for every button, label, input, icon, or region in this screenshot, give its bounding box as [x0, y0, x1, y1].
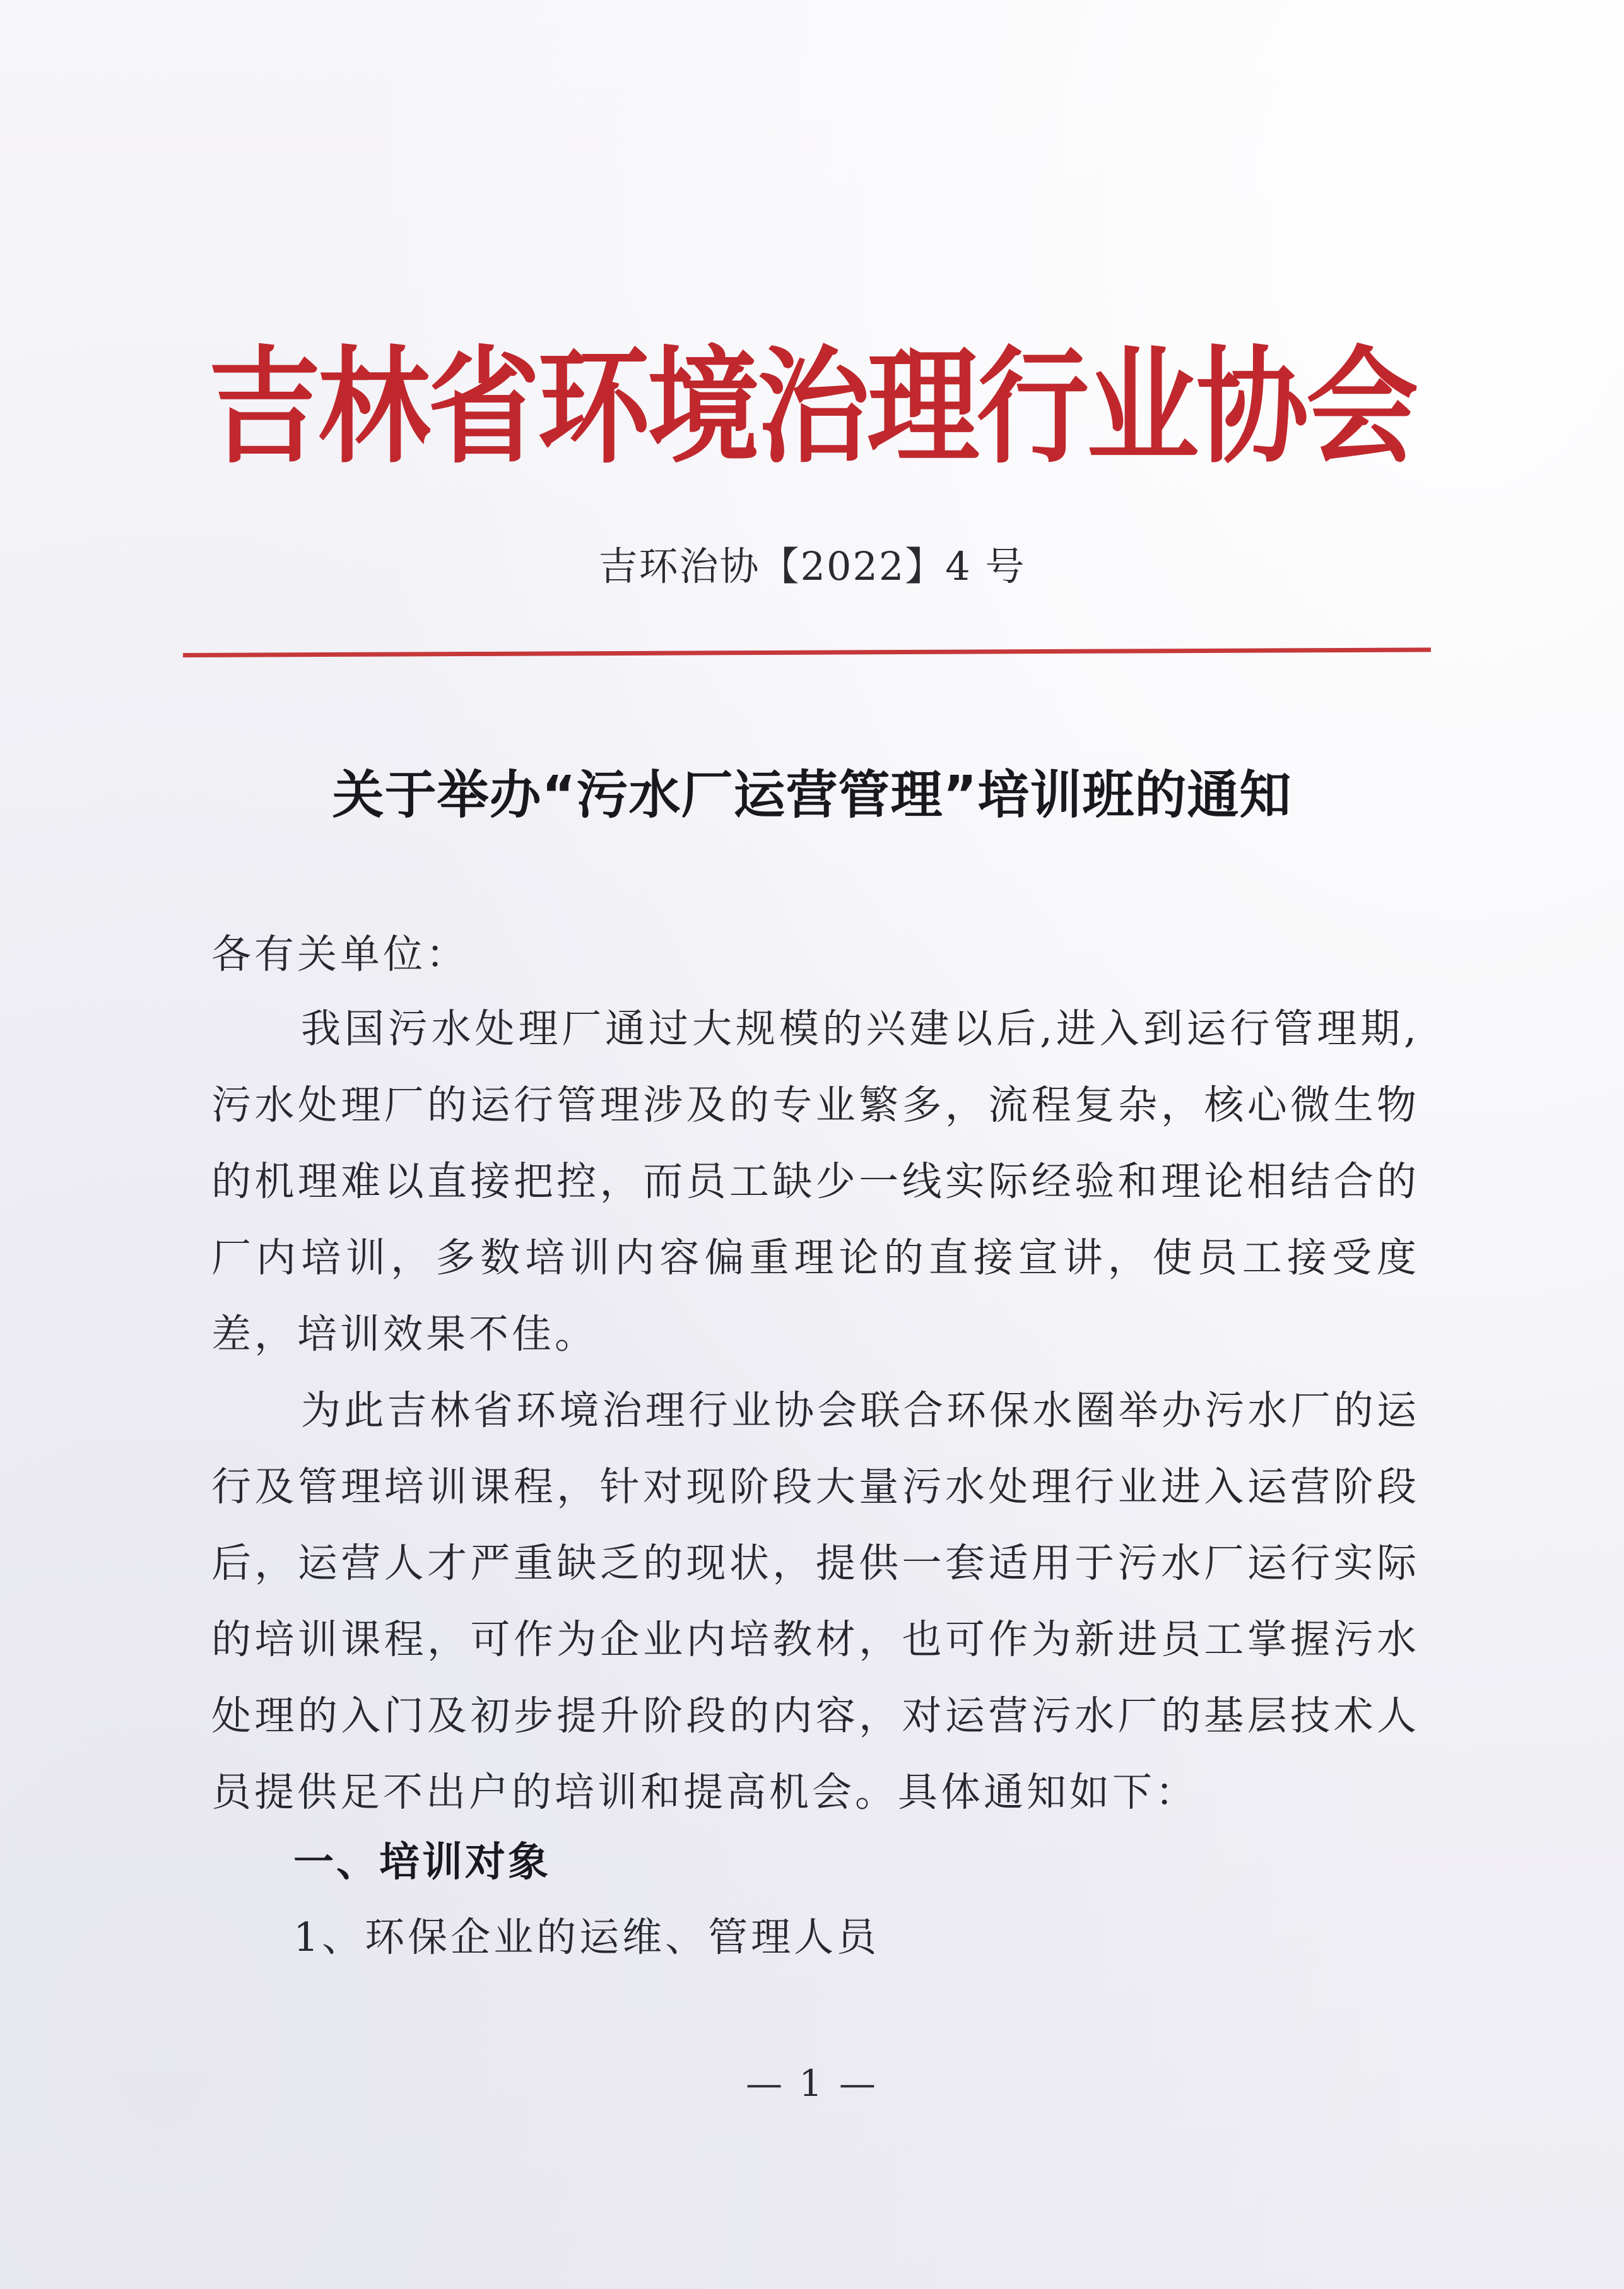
- list-item: 1、环保企业的运维、管理人员: [293, 1914, 880, 1960]
- red-divider-line: [183, 647, 1431, 657]
- paragraph-1: 我国污水处理厂通过大规模的兴建以后,进入到运行管理期,污水处理厂的运行管理涉及的专业繁多，流程复杂，核心微生物的机理难以直接把控，而员工缺少一线实际经验和理论相结合的厂内培训，多数培训内容偏重理论的直接宣讲，使员工接受度差，培训效果不佳。: [211, 1006, 1420, 1357]
- document-number: 吉环治协【2022】4 号: [598, 543, 1026, 589]
- notice-title: 关于举办“污水厂运营管理”培训班的通知: [332, 765, 1292, 825]
- paragraph-2: 为此吉林省环境治理行业协会联合环保水圈举办污水厂的运行及管理培训课程，针对现阶段大量污水处理行业进入运营阶段后，运营人才严重缺乏的现状，提供一套适用于污水厂运行实际的培训课程，可作为企业内培教材，也可作为新进员工掌握污水处理的入门及初步提升阶段的内容，对运营污水厂的基层技术人员提供足不出户的培训和提高机会。具体通知如下：: [211, 1387, 1420, 1815]
- page-number: — 1 —: [746, 2062, 878, 2105]
- section-heading-training-target: 一、培训对象: [293, 1839, 551, 1886]
- masthead-title: 吉林省环境治理行业协会: [208, 334, 1416, 481]
- salutation: 各有关单位：: [211, 931, 469, 977]
